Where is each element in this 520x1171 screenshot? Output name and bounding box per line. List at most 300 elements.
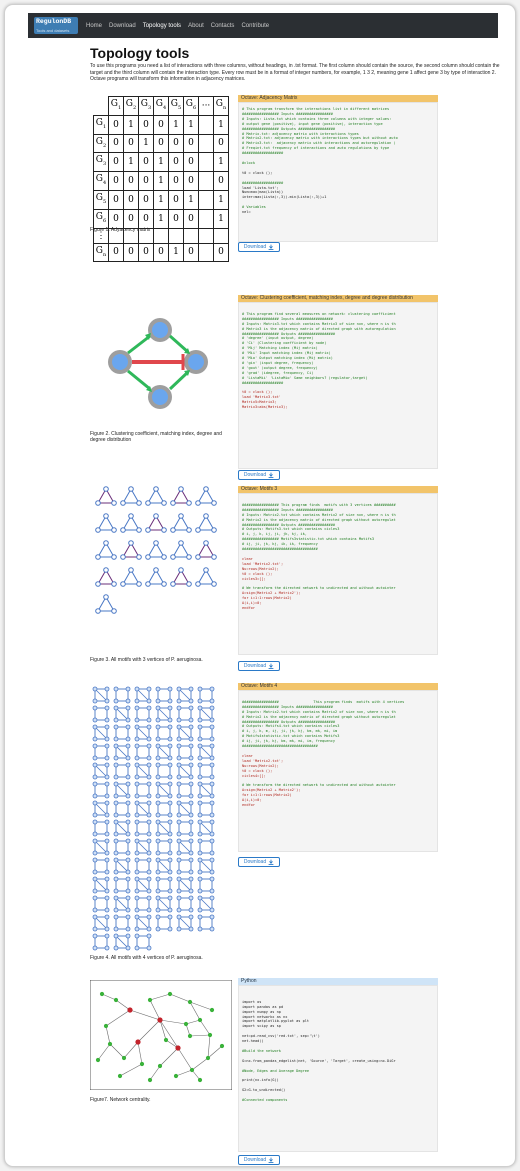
network-node (100, 992, 104, 996)
motif-4-vertex (156, 801, 172, 817)
motif-4-vertex (156, 706, 172, 722)
figure-1-caption: Figure 1. Adyacency matrix (90, 227, 151, 233)
motif-4-vertex (198, 782, 214, 798)
motif-4-vertex (156, 839, 172, 855)
page-frame (4, 4, 516, 1167)
code-line: import networkx as nx (242, 1014, 288, 1019)
download-button[interactable] (238, 1155, 280, 1165)
code-line: # We transform the directed network to undirected and without autointer (242, 783, 396, 788)
code-line: ################# Outputs ################# (242, 331, 336, 336)
matrix-cell: 1 (154, 153, 169, 172)
motif-3-vertex (196, 487, 217, 506)
matrix-cell: 0 (154, 134, 169, 153)
matrix-cell: 0 (169, 134, 184, 153)
matrix-cell: 0 (109, 209, 124, 228)
matrix-cell: 0 (139, 172, 154, 191)
code-line: Matrix5=Matrix3; (242, 400, 277, 405)
network-node (104, 1024, 108, 1028)
matrix-cell: 0 (139, 153, 154, 172)
motif-4-vertex (135, 896, 151, 912)
motif-4-vertex (156, 782, 172, 798)
code-line: clear (242, 753, 253, 758)
network-node (206, 1056, 210, 1060)
motifs-4-figure (90, 683, 225, 951)
code-line: # 'grad' (idegree, frequency, Ci) (242, 370, 314, 375)
motif-4-vertex (135, 763, 151, 779)
card-motifs-4 (238, 683, 438, 852)
motif-4-vertex (198, 744, 214, 760)
motif-4-vertex (135, 801, 151, 817)
card-header: Octave: Clustering coefficient, matching index, degree and degree distribution (238, 295, 438, 302)
network-centrality-figure (90, 980, 232, 1090)
code-block[interactable] (238, 985, 438, 1152)
network-node (175, 1045, 180, 1050)
motif-4-vertex (156, 763, 172, 779)
code-line: ################### (242, 380, 284, 385)
motifs-3-figure (90, 483, 225, 625)
motif-3-vertex (171, 514, 192, 533)
motif-4-vertex (93, 877, 109, 893)
code-line: ################# This program finds motifs with 4 vertices (242, 699, 405, 704)
network-node (190, 1068, 194, 1072)
network-node (114, 998, 118, 1002)
network-node (135, 1039, 140, 1044)
matrix-cell: 1 (124, 153, 139, 172)
motif-4-vertex (93, 725, 109, 741)
motif-3-vertex (96, 514, 117, 533)
code-block[interactable] (238, 690, 438, 852)
code-line: ################### (242, 180, 284, 185)
matrix-cell (199, 172, 214, 191)
code-line: # Outputs: Motifs3.txt which contains cicles3 (242, 527, 340, 532)
code-line: ################# Inputs ################# (242, 111, 333, 116)
code-block[interactable] (238, 302, 438, 469)
code-line: # ij, ji, jk, kj, ik, ik, frequency (242, 542, 318, 547)
motif-3-vertex (96, 568, 117, 587)
matrix-cell: 0 (184, 172, 199, 191)
motif-4-vertex (135, 706, 151, 722)
download-icon (268, 244, 274, 250)
network-node (157, 1017, 162, 1022)
network-node (122, 1056, 126, 1060)
code-line: for i=1:1:rows(Matrix2) (242, 793, 292, 798)
motif-4-vertex (93, 934, 109, 950)
motif-4-vertex (114, 896, 130, 912)
motif-3-vertex (96, 541, 117, 560)
matrix-row-header: ⋮ (94, 228, 109, 243)
matrix-col-header: $G_6$ (184, 97, 199, 116)
motif-4-vertex (198, 915, 214, 931)
intro-text: To use this programs you need a list of interactions with three columns, without headings, in .txt format. The first column should contain the source, the second column should contain the target and the third column will contain the interaction type. Every row must be in a format of integer numbers, for example, 1 3 2, meaning gene 1 affect gene 3 by type of interaction 2. Octave programs will transform this information in adjacency matrices. (90, 63, 500, 83)
matrix-row-header: $G_4$ (94, 172, 109, 191)
page-title: Topology tools (90, 45, 190, 61)
download-label: Download (243, 244, 267, 250)
motif-4-vertex (135, 687, 151, 703)
code-line: nel= (242, 210, 251, 215)
matrix-cell: 0 (184, 243, 199, 262)
download-button[interactable] (238, 470, 280, 480)
motif-4-vertex (156, 725, 172, 741)
code-line: cicles4=[]; (242, 773, 266, 778)
motif-4-vertex (177, 763, 193, 779)
motif-4-vertex (177, 896, 193, 912)
network-node (198, 1078, 202, 1082)
code-line: A(i,i)=0; (242, 601, 262, 606)
code-line: for i=1:1:rows(Matrix2) (242, 596, 292, 601)
code-line: ################# This program finds motifs with 3 vertices ########## (242, 502, 396, 507)
code-line: # Matrix2 is the adjacency matrix of directed graph without autoregulat (242, 714, 396, 719)
motif-3-vertex (196, 514, 217, 533)
matrix-row-header: $G_n$ (94, 243, 109, 262)
matrix-cell: 0 (214, 134, 229, 153)
motif-3-vertex (121, 541, 142, 560)
motif-4-vertex (177, 839, 193, 855)
motif-4-vertex (93, 782, 109, 798)
nav-item-download[interactable]: Download (109, 22, 136, 29)
motif-4-vertex (156, 915, 172, 931)
matrix-cell: 0 (169, 153, 184, 172)
download-icon (268, 472, 274, 478)
motif-4-vertex (114, 839, 130, 855)
matrix-cell: 0 (169, 190, 184, 209)
code-line: # 'Mij' Matching index (Mij matrix) (242, 346, 318, 351)
code-line: #Connected components (242, 1097, 288, 1102)
matrix-cell (199, 153, 214, 172)
motif-4-vertex (156, 744, 172, 760)
code-line: # 'degree' (input output, degree) (242, 336, 314, 341)
code-line: ################################### (242, 744, 318, 749)
motif-4-vertex (114, 687, 130, 703)
code-line: # Variables (242, 205, 266, 210)
code-line: ################# Inputs ################# (242, 507, 333, 512)
code-line: Nu=rows(Matrix2); (242, 763, 279, 768)
motif-4-vertex (177, 687, 193, 703)
code-line: net=pd.read_csv('red.txt', sep='\t') (242, 1034, 320, 1039)
download-button[interactable] (238, 857, 280, 867)
motif-3-vertex (96, 487, 117, 506)
motif-4-vertex (114, 820, 130, 836)
motif-4-vertex (177, 801, 193, 817)
motif-3-vertex (171, 541, 192, 560)
motif-4-vertex (135, 820, 151, 836)
matrix-col-header: ··· (199, 97, 214, 116)
code-line: import scipy as sp (242, 1024, 281, 1029)
motif-4-vertex (198, 858, 214, 874)
code-line: A(i,i)=0; (242, 798, 262, 803)
matrix-cell (199, 209, 214, 228)
motif-4-vertex (93, 915, 109, 931)
matrix-cell: 0 (214, 172, 229, 191)
motif-3-vertex (121, 514, 142, 533)
code-line: # Inputs: Lista.txt which contains three columns with integer values: (242, 116, 392, 121)
motif-4-vertex (114, 801, 130, 817)
motif-3-vertex (171, 487, 192, 506)
motif-4-vertex (135, 782, 151, 798)
code-line: # Matrix2 is the adjacency matrix of directed graph without autoregulat (242, 517, 396, 522)
matrix-cell: 1 (214, 115, 229, 134)
matrix-cell: 1 (214, 190, 229, 209)
motif-4-vertex (93, 687, 109, 703)
code-line: inter=max(Lista(:,3))-min(Lista(:,3))+1 (242, 195, 327, 200)
code-line: # Outputs: Motifs4.txt which contains cicles3 (242, 724, 340, 729)
motif-4-vertex (114, 877, 130, 893)
matrix-cell: 1 (124, 115, 139, 134)
code-line: # Freqint.txt frequency of interactions and auto regulations by type (242, 146, 390, 151)
code-line: # 'Mii' Input matching index (Mij matrix) (242, 351, 331, 356)
motif-4-vertex (93, 744, 109, 760)
motif-4-vertex (156, 858, 172, 874)
nav-item-topology-tools[interactable]: Topology tools (142, 22, 182, 29)
motif-4-vertex (156, 687, 172, 703)
motif-3-vertex (196, 541, 217, 560)
matrix-cell: 1 (184, 190, 199, 209)
card-motifs-3 (238, 486, 438, 655)
matrix-cell: 0 (109, 243, 124, 262)
network-node (127, 1007, 132, 1012)
motif-4-vertex (93, 763, 109, 779)
motif-3-vertex (121, 487, 142, 506)
adjacency-matrix-figure (93, 96, 229, 262)
matrix-cell: 0 (184, 134, 199, 153)
code-line: Num=max(max(Lista)) (242, 190, 284, 195)
matrix-row-header: $G_1$ (94, 115, 109, 134)
matrix-col-header: $G_2$ (124, 97, 139, 116)
code-line: G2=G.to_undirected() (242, 1088, 286, 1093)
motif-4-vertex (198, 877, 214, 893)
motif-3-vertex (96, 595, 117, 614)
code-line: t0 = clock (); (242, 390, 273, 395)
card-python (238, 978, 438, 1152)
code-line: load 'Matrix2.txt'; (242, 758, 284, 763)
matrix-cell: 0 (139, 190, 154, 209)
download-label: Download (243, 859, 267, 865)
figure-3-caption: Figure 3. All motifs with 3 vertices of P. aeruginosa. (90, 657, 203, 663)
navbar (28, 13, 498, 38)
matrix-cell: 0 (124, 209, 139, 228)
motif-4-vertex (135, 839, 151, 855)
network-node (108, 1042, 112, 1046)
download-button[interactable] (238, 661, 280, 671)
motif-3-vertex (146, 487, 167, 506)
motif-4-vertex (198, 725, 214, 741)
code-line: t0 = clock (); (242, 170, 273, 175)
code-line: # Inputs: Matrix3.txt which contains Matrix3 of size nxn, where n is th (242, 321, 396, 326)
code-line: # Matrix.txt: adjacency matrix with interactions types (242, 131, 359, 136)
network-node (118, 1074, 122, 1078)
matrix-cell: 1 (169, 243, 184, 262)
card-header: Octave: Motifs 4 (238, 683, 438, 690)
code-line: ################# Inputs ################# (242, 316, 333, 321)
motif-4-vertex (198, 839, 214, 855)
matrix-cell: 0 (109, 153, 124, 172)
nav-item-home[interactable]: Home (86, 22, 103, 29)
nav-item-contribute[interactable]: Contribute (241, 22, 270, 29)
matrix-cell: 0 (124, 172, 139, 191)
code-block[interactable] (238, 102, 438, 242)
card-header: Python (238, 978, 438, 985)
code-line: import os (242, 999, 262, 1004)
motif-3-vertex (171, 568, 192, 587)
download-label: Download (243, 663, 267, 669)
matrix-cell (199, 115, 214, 134)
matrix-cell: 0 (184, 153, 199, 172)
code-line: ################# Motifs3statistic.txt which contains Motifs3 (242, 537, 374, 542)
matrix-col-header: $G_4$ (154, 97, 169, 116)
motif-4-vertex (114, 782, 130, 798)
motif-3-vertex (146, 568, 167, 587)
figure-2-caption: Figure 2. Clustering coefficient, matching index, degree and degree distribution (90, 431, 222, 443)
motif-4-vertex (135, 744, 151, 760)
code-line: ################# Outputs ################# (242, 522, 336, 527)
motif-3-vertex (121, 568, 142, 587)
network-node (148, 1078, 152, 1082)
matrix-cell: 1 (169, 115, 184, 134)
motif-4-vertex (198, 763, 214, 779)
motif-4-vertex (114, 706, 130, 722)
download-button[interactable] (238, 242, 280, 252)
network-node (184, 1022, 188, 1026)
matrix-col-header: $G_n$ (214, 97, 229, 116)
matrix-row-header: $G_6$ (94, 209, 109, 228)
motif-4-vertex (198, 820, 214, 836)
network-node (208, 1033, 212, 1037)
matrix-cell: 1 (214, 153, 229, 172)
motif-4-vertex (135, 725, 151, 741)
code-line: Matrix3=abs(Matrix3); (242, 405, 288, 410)
motif-4-vertex (177, 915, 193, 931)
code-line: ################### (242, 151, 284, 156)
matrix-row-header: $G_2$ (94, 134, 109, 153)
network-node (164, 1038, 168, 1042)
motif-4-vertex (135, 877, 151, 893)
matrix-cell: 0 (124, 243, 139, 262)
matrix-cell (199, 243, 214, 262)
network-node (148, 998, 152, 1002)
matrix-cell: 0 (154, 243, 169, 262)
matrix-cell: 1 (139, 134, 154, 153)
motif-4-vertex (177, 820, 193, 836)
code-line: t0 = clock (); (242, 571, 273, 576)
motif-4-vertex (156, 877, 172, 893)
matrix-cell: 0 (214, 243, 229, 262)
motif-4-vertex (93, 896, 109, 912)
code-line: # We transform the directed network to undirected and without autointer (242, 586, 396, 591)
download-icon (268, 859, 274, 865)
code-line: # This program transform the interactions list in different matrices (242, 107, 390, 111)
motif-4-vertex (93, 820, 109, 836)
code-line: t0 = clock (); (242, 768, 273, 773)
code-line: # 'gin' (input degree, frequency) (242, 360, 314, 365)
code-line: endfor (242, 802, 255, 807)
code-line: #clock (242, 160, 255, 165)
code-line: A=sign(Matrix2 + Matrix2'); (242, 788, 301, 793)
motif-4-vertex (177, 858, 193, 874)
code-line: print(nx.info(G)) (242, 1078, 279, 1083)
code-line: Nu=rows(Matrix2); (242, 566, 279, 571)
code-line: #Node, Edges and Average Degree (242, 1068, 310, 1073)
code-line: cicles3=[]; (242, 576, 266, 581)
motif-4-vertex (114, 934, 130, 950)
motif-4-vertex (135, 915, 151, 931)
code-line: ################# Outputs ################# (242, 719, 336, 724)
card-clustering (238, 295, 438, 469)
code-line: # 'Mio' Output matching index (Mij matrix) (242, 356, 333, 361)
download-label: Download (243, 1157, 267, 1163)
matrix-cell (199, 134, 214, 153)
code-line: import matplotlib.pyplot as plt (242, 1019, 310, 1024)
network-node (188, 1034, 192, 1038)
motif-4-vertex (93, 706, 109, 722)
matrix-row-header: $G_3$ (94, 153, 109, 172)
motif-4-vertex (114, 744, 130, 760)
matrix-cell: 1 (154, 209, 169, 228)
matrix-cell: 0 (184, 209, 199, 228)
code-line: ################# Outputs ################# (242, 126, 336, 131)
code-line: # 'gout' (output degree, frequency) (242, 365, 318, 370)
matrix-col-header: $G_5$ (169, 97, 184, 116)
network-node (96, 1058, 100, 1062)
code-line: # This program find several measures on network: clustering coefficient (242, 311, 396, 316)
motif-4-vertex (135, 934, 151, 950)
motif-4-vertex (198, 801, 214, 817)
card-header: Octave: Adjacency Matrix (238, 95, 438, 102)
logo-text: RegulonDB (36, 18, 72, 25)
code-block[interactable] (238, 493, 438, 655)
card-header: Octave: Motifs 3 (238, 486, 438, 493)
code-line: net.head() (242, 1039, 264, 1044)
motif-4-vertex (114, 858, 130, 874)
matrix-cell: 1 (154, 172, 169, 191)
matrix-col-header: $G_3$ (139, 97, 154, 116)
matrix-cell: 0 (139, 209, 154, 228)
network-node (168, 992, 172, 996)
card-adjacency-matrix (238, 95, 438, 242)
code-line: ################# Inputs ################# (242, 704, 333, 709)
motif-4-vertex (198, 706, 214, 722)
clustering-diagram-figure (90, 305, 230, 425)
site-logo[interactable] (34, 17, 78, 34)
motif-4-vertex (198, 896, 214, 912)
figure-4-caption: Figure 4. All motifs with 4 vertices of P. aeruginosa. (90, 955, 203, 961)
motif-3-vertex (146, 514, 167, 533)
download-icon (268, 1157, 274, 1163)
matrix-cell: 0 (109, 115, 124, 134)
motif-4-vertex (114, 915, 130, 931)
code-line: # Matrix3 is the adjacency matrix of directed graph with autoregulation (242, 326, 396, 331)
code-line: # Motifs4statistic.txt which contains Motifs3 (242, 734, 340, 739)
matrix-cell: 0 (109, 172, 124, 191)
logo-subtext: Tools and datasets (36, 28, 70, 33)
motif-4-vertex (93, 801, 109, 817)
nav-item-contacts[interactable]: Contacts (210, 22, 235, 29)
code-line: ################################### (242, 547, 318, 552)
download-label: Download (243, 472, 267, 478)
matrix-cell: 1 (214, 209, 229, 228)
matrix-cell: 1 (154, 190, 169, 209)
figure-7-caption: Figure7. Network centrality. (90, 1097, 151, 1103)
motif-3-vertex (146, 541, 167, 560)
matrix-cell: 0 (169, 172, 184, 191)
code-line: # Inputs: Matrix2.txt which contains Matrix2 of size nxn, where n is th (242, 709, 396, 714)
nav-item-about[interactable]: About (188, 22, 204, 29)
code-line: A=sign(Matrix2 + Matrix2'); (242, 591, 301, 596)
code-line: clear (242, 556, 253, 561)
code-line: # output gene (positive), input gene (positive), interaction type (242, 121, 383, 126)
matrix-row-header: $G_5$ (94, 190, 109, 209)
code-line: # Matrix2.txt: adjacency matrix with interactions types but without auto (242, 136, 398, 141)
code-line: G=nx.from_pandas_edgelist(net, 'Source', 'Target', create_using=nx.DiGr (242, 1058, 396, 1063)
motif-4-vertex (177, 782, 193, 798)
